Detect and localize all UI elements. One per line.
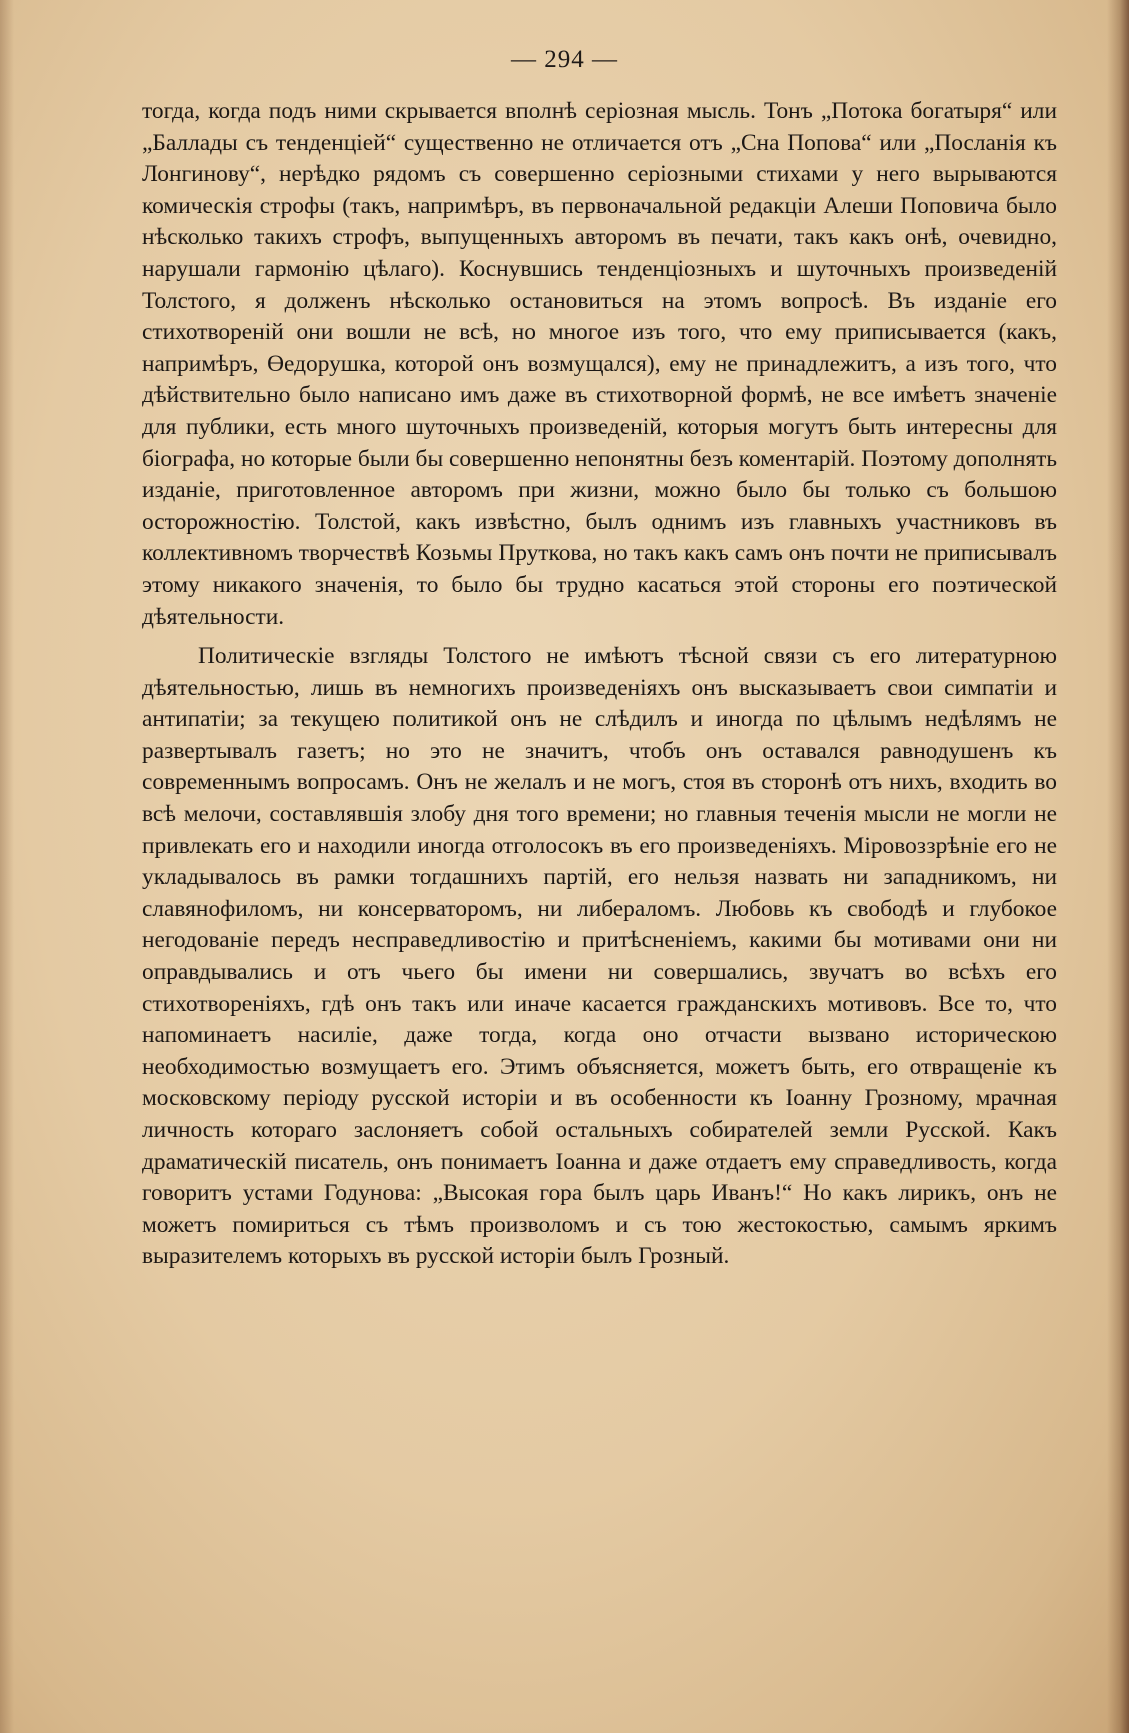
page-gutter-shadow bbox=[0, 0, 14, 1733]
body-text bbox=[142, 96, 1057, 1273]
paragraph-2: Политическіе взгляды Толстого не имѣютъ тѣсной связи съ его литературною дѣятельностью, лишь въ немногихъ произведеніяхъ онъ высказываетъ свои симпатіи и антипатіи; за текущею политикой онъ не слѣдилъ и иногда по цѣлымъ недѣлямъ не развертывалъ газетъ; но это не значитъ, чтобъ онъ оставался равнодушенъ къ современнымъ вопросамъ. Онъ не желалъ и не могъ, стоя въ сторонѣ отъ нихъ, входить во всѣ мелочи, составлявшія злобу дня того времени; но главныя теченія мысли не могли не привлекать его и находили иногда отголосокъ въ его произведеніяхъ. Міровоззрѣніе его не укладывалось въ рамки тогдашнихъ партій, его нельзя назвать ни западникомъ, ни славянофиломъ, ни консерваторомъ, ни либераломъ. Любовь къ свободѣ и глубокое негодованіе передъ несправедливостію и притѣсненіемъ, какими бы мотивами они ни оправдывались и отъ чьего бы имени ни совершались, звучатъ во всѣхъ его стихотвореніяхъ, гдѣ онъ такъ или иначе касается гражданскихъ мотивовъ. Все то, что напоминаетъ насиліе, даже тогда, когда оно отчасти вызвано историческою необходимостью возмущаетъ его. Этимъ объясняется, можетъ быть, его отвращеніе къ московскому періоду русской исторіи и въ особенности къ Іоанну Грозному, мрачная личность котораго заслоняетъ собой остальныхъ собирателей земли Русской. Какъ драматическій писатель, онъ понимаетъ Іоанна и даже отдаетъ ему справедливость, когда говоритъ устами Годунова: „Высокая гора былъ царь Иванъ!“ Но какъ лирикъ, онъ не можетъ помириться съ тѣмъ произволомъ и съ тою жестокостью, самымъ яркимъ выразителемъ которыхъ въ русской исторіи былъ Грозный. bbox=[142, 643, 1057, 1270]
page-number: — 294 — bbox=[511, 46, 618, 73]
page-edge-shadow bbox=[1107, 0, 1129, 1733]
paragraph-1: тогда, когда подъ ними скрывается вполнѣ серіозная мысль. Тонъ „Потока богатыря“ или „Баллады съ тенденціей“ существенно не отличается отъ „Сна Попова“ или „Посланія къ Лонгинову“, нерѣдко рядомъ съ совершенно серіозными стихами у него вырываются комическія строфы (такъ, напримѣръ, въ первоначальной редакціи Алеши Поповича было нѣсколько такихъ строфъ, выпущенныхъ авторомъ въ печати, такъ какъ онѣ, очевидно, нарушали гармонію цѣлаго). Коснувшись тенденціозныхъ и шуточныхъ произведеній Толстого, я долженъ нѣсколько остановиться на этомъ вопросѣ. Въ изданіе его стихотвореній они вошли не всѣ, но многое изъ того, что ему приписывается (какъ, напримѣръ, Өедорушка, которой онъ возмущался), ему не принадлежитъ, а изъ того, что дѣйствительно было написано имъ даже въ стихотворной формѣ, не все имѣетъ значеніе для публики, есть много шуточныхъ произведеній, которыя могутъ быть интересны для біографа, но которые были бы совершенно непонятны безъ коментарій. Поэтому дополнять изданіе, приготовленное авторомъ при жизни, можно было бы только съ большою осторожностію. Толстой, какъ извѣстно, былъ однимъ изъ главныхъ участниковъ въ коллективномъ творчествѣ Козьмы Пруткова, но такъ какъ самъ онъ почти не приписывалъ этому никакого значенія, то было бы трудно касаться этой стороны его поэтической дѣятельности. bbox=[142, 98, 1057, 630]
